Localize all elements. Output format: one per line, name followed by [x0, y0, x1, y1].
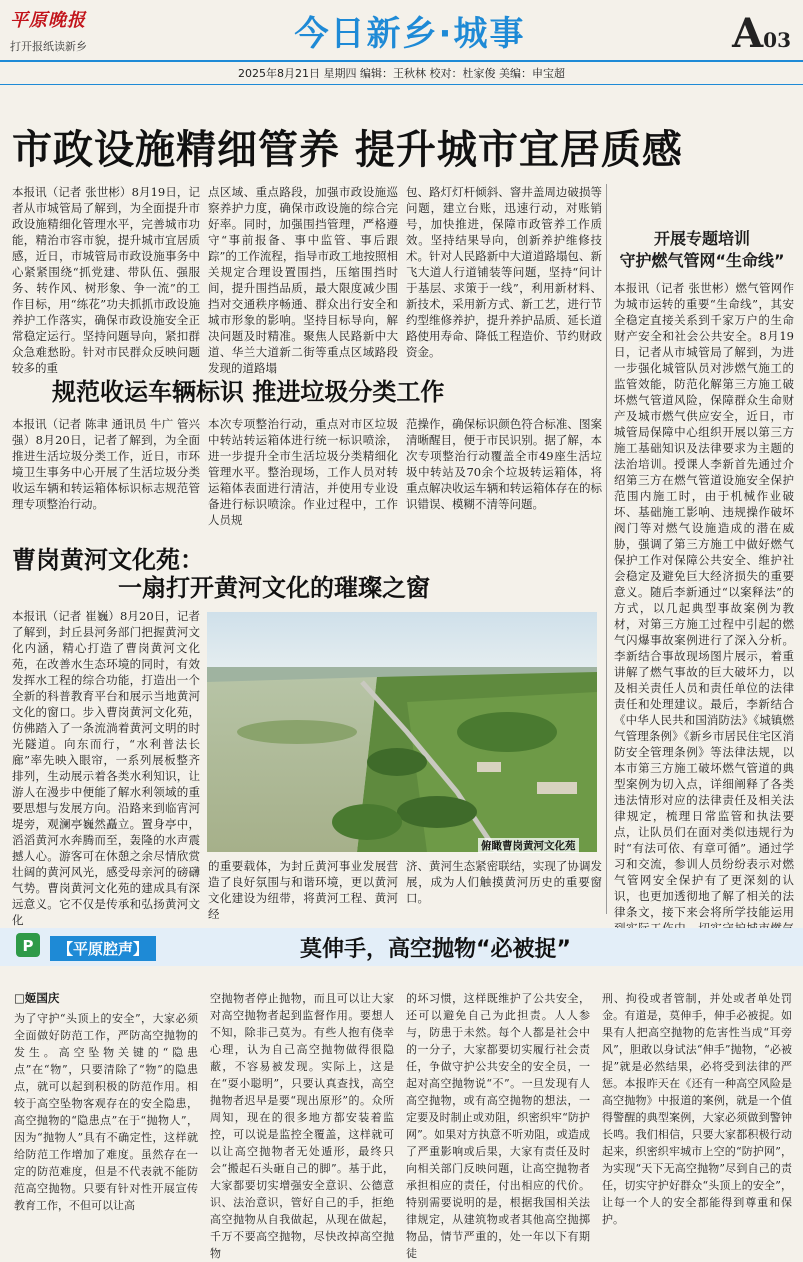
article1-column-2: 点区域、重点路段，加强市政设施巡察养护力度，确保市政设施的综合完好率。同时，加强围挡管理，严格遵守“事前报备、事中监管、事后跟踪”的工作流程，指导市政工地按照相关规定合理设置围挡，压缩围挡时间，提升围挡品质，最大限度减少围挡对交通秩序畅通、群众出行安全和城市形象的影响。坚持目标导向，解决问题及时精准。聚焦人民路新中大道、华兰大道新二街等重点区域路段发现的道路塌: [208, 185, 398, 375]
article2-headline: 规范收运车辆标识 推进垃圾分类工作: [52, 378, 445, 406]
opinion-column-4: 刑、拘役或者管制，并处或者单处罚金。有道是，莫伸手，伸手必被捉。如果有人把高空抛物的危害性当成“耳旁风”，胆敢以身试法“伸手”抛物，“必被捉”就是必然结果，必将受到法律的严惩。本报昨天在《还有一种高空风险是高空抛物》中报道的案例，就是一个值得警醒的典型案例，大家必须做到警钟长鸣。我们相信，只要大家都积极行动起来，织密织牢城市上空的“防护网”，为实现“天下无高空抛物”尽到自己的责任，切实守护好群众“头顶上的安全”，让每一个人的安全都能得到尊重和保护。: [602, 992, 792, 1226]
opinion-column-1: 为了守护“头顶上的安全”，大家必须全面做好防范工作，严防高空抛物的发生。高空坠物关键的“隐患点”在“物”，只要清除了“物”的隐患点，就可以起到积极的防范作用。相较于高空坠物客观存在的安全隐患，高空抛物的“隐患点”在于“抛物人”，因为“抛物人”具有不确定性，这样就给防范工作增加了难度。虽然存在一定的防范难度，但是不代表就不能防范高空抛物。只要有针对性开展宣传教育工作，不但可以让高: [14, 1012, 198, 1212]
yellow-river-park-photo: [207, 612, 597, 852]
newspaper-logo: [10, 6, 100, 54]
page-number: [732, 10, 791, 57]
aerial-photo-image: [207, 612, 597, 852]
opinion-column-2: 空抛物者停止抛物，而且可以让大家对高空抛物者起到监督作用。要想人不知，除非己莫为。有些人抱有侥幸心理，认为自己高空抛物做得很隐蔽，不容易被发现。实际上，这是在“耍小聪明”，只要认真查找，高空抛物者迟早是要“现出原形”的。众所周知，现在的很多地方都安装着监控，可以说是监控全覆盖，这样就可以让高空抛物者无处遁形，最终只会“搬起石头砸自己的脚”。基于此，大家都要切实增强安全意识、公德意识、法治意识，管好自己的手，拒绝高空抛物从自我做起，从现在做起，千万不要高空抛物，尽快改掉高空抛物: [210, 992, 394, 1260]
article3-headline-line1: 曹岗黄河文化苑：: [12, 546, 204, 574]
article3-column-3: 济、黄河生态紧密联结，实现了协调发展，成为人们触摸黄河历史的重要窗口。: [406, 859, 602, 905]
photo-caption: 俯瞰曹岗黄河文化苑: [478, 838, 579, 853]
opinion-column-3: 的坏习惯，这样既维护了公共安全，还可以避免自己为此担责。人人参与，防患于未然。每个人都是社会中的一分子，大家都要切实履行社会责任，争做守护公共安全的安全员，一起对高空抛物说“不”。一旦发现有人高空抛物，或有高空抛物的想法，一定要及时制止或劝阻，织密织牢“防护网”。如果对方执意不听劝阻，或造成了严重影响或后果，大家有责任及时向相关部门反映问题，让高空抛物者承担相应的责任，付出相应的代价。特别需要说明的是，根据我国相关法律规定，从建筑物或者其他高空抛掷物品，情节严重的，处一年以下有期徒: [406, 992, 590, 1260]
column-divider: [606, 184, 607, 914]
masthead: [0, 0, 803, 92]
article2-column-3: 范操作，确保标识颜色符合标准、图案清晰醒目，便于市民识别。据了解，本次专项整治行动覆盖全市49座生活垃圾中转站及70余个垃圾转运箱体，将重点解决收运车辆和转运箱体存在的标识错误、模糊不清等问题。: [406, 417, 602, 511]
article3-column-2: 的重要载体，为封丘黄河事业发展营造了良好氛围与和谐环境，更以黄河文化建设为纽带，将黄河工程、黄河经: [208, 859, 398, 921]
article3-column-1: 本报讯（记者 崔巍）8月20日，记者了解到，封丘县河务部门把握黄河文化内涵，精心打造了曹岗黄河文化苑，在改善水生态环境的同时，有效发挥水工程的综合功能，打造出一个全新的科普教育平台和展示当地黄河文化的窗口。步入曹岗黄河文化苑，仿佛踏入了一条流淌着黄河文明的时光隧道。向东而行，“水利普法长廊”率先映入眼帘，一系列展板整齐排列，生动展示着各类水利知识，让游人在漫步中便能了解水利领域的重要思想与发展方向。沿路来到临宵河堤旁，观澜亭巍然矗立。置身亭中，滔滔黄河水奔腾而至，轰隆的水声震撼人心。游客可在休憩之余尽情欣赏壮阔的黄河风光，感受母亲河的磅礴气势。曹岗黄河文化苑的建成具有深远意义。它不仅是传承和弘扬黄河文化: [12, 609, 200, 927]
side-headline-line2: 守护燃气管网“生命线”: [619, 251, 785, 270]
article2-column-1: 本报讯（记者 陈聿 通讯员 牛广 管兴强）8月20日，记者了解到，为全面推进生活垃圾分类工作，近日，市环境卫生事务中心开展了生活垃圾分类收运车辆和转运箱体标识标志规范管理专项整治行动。: [12, 417, 200, 511]
article2-column-2: 本次专项整治行动，重点对市区垃圾中转站转运箱体进行统一标识喷涂，进一步提升全市生活垃圾分类精细化管理水平。整治现场，工作人员对转运箱体表面进行清洁，并使用专业设备进行标识喷涂。作业过程中，工作人员规: [208, 417, 398, 527]
article1-headline: 市政设施精细管养 提升城市宜居质感: [12, 127, 683, 173]
opinion-headline: 莫伸手，高空抛物“必被捉”: [300, 937, 571, 962]
article1-column-1: 本报讯（记者 张世彬）8月19日，记者从市城管局了解到，为全面提升市政设施精细化管理水平，完善城市功能，精治市容市貌，提升城市宜居质感，近日，市城管局市政设施事务中心紧紧围绕“抓党建、带队伍、强服务、转作风、树形象、争一流”的工作目标，用“练花”功夫抓抓市政设施养护工作落实，确保市政设施安全正常稳定运行。坚持问题导向，紧扣群众急难愁盼。针对市民群众反映问题较多的重: [12, 185, 200, 375]
article3-headline-line2: 一扇打开黄河文化的璀璨之窗: [118, 574, 430, 602]
column-tag: 【平原腔声】: [50, 936, 156, 961]
side-headline-line1: 开展专题培训: [653, 229, 750, 248]
slogan: 打开报纸读新乡: [10, 40, 87, 53]
column-logo-icon: [14, 931, 42, 959]
svg-text:P: P: [22, 937, 34, 955]
logo-text: 平原晚报: [10, 10, 86, 31]
opinion-author: □姬国庆: [14, 991, 60, 1005]
bottom-rule: [0, 84, 803, 85]
side-article-headline: [612, 228, 792, 272]
top-rule: [0, 60, 803, 62]
dateline: 2025年8月21日 星期四 编辑：王秋林 校对：杜家俊 美编：申宝超: [238, 67, 565, 80]
page-num: 03: [763, 28, 791, 52]
section-title: 今日新乡·城事: [294, 14, 526, 54]
side-article-body: 本报讯（记者 张世彬）燃气管网作为城市运转的重要“生命线”，其安全稳定直接关系到千家万户的生命财产安全和社会公共安全。8月19日，记者从市城管局了解到，为进一步强化城管队员对涉燃气施工的监管效能，防范化解第三方施工破坏燃气管道风险，保障群众生命财产及城市燃气供应安全，近日，市城管局保障中心组织开展以第三方施工基础知识及法律要求为主题的法治培训。授课人李新首先通过介绍第三方在燃气管道设施安全保护范围内施工时，由于机械作业破坏、基础施工影响、违规操作破坏阀门等对燃气设施造成的潜在威胁，强调了第三方施工中做好燃气保护工作对保障公共安全、维护社会稳定及避免巨大经济损失的重要意义。随后李新通过“以案释法”的方式，以几起典型事故案例为教材，对第三方施工过程中引起的燃气闪爆事故案例进行了深入分析。李新结合事故现场图片展示，着重讲解了燃气事故的巨大破坏力，以及相关责任人员和责任单位的法律责任和处理建议。最后，李新结合《中华人民共和国消防法》《城镇燃气管理条例》《新乡市居民住宅区消防安全管理条例》等法律法规，以本市第三方施工破坏燃气管道的典型案例为切入点，详细阐释了各类违法情形对应的法律责任及相关法律规定，梳理日常监管和执法要点，让队员们在面对类似违规行为时“有法可依、有章可循”。通过学习和交流，参训人员纷纷表示对燃气管网安全保护有了更深刻的认识，也更加透彻地了解了相关的法律条文，接下来会将所学技能运用: [614, 281, 794, 919]
page-letter: A: [732, 10, 764, 57]
article1-column-3: 包、路灯灯杆倾斜、窨井盖周边破损等问题，建立台账，迅速行动，对账销号，加快推进，保障市政管养工作质效。坚持结果导向，创新养护维修技术。针对人民路新中大道道路塌包、新飞大道人行道铺装等问题，坚持“问计于基层、求策于一线”，利用新材料、新技术，采用新方式、新工艺，进行节约型维修养护，提升养护品质、延长道路使用寿命、降低工程造价、节约财政资金。: [406, 185, 602, 359]
